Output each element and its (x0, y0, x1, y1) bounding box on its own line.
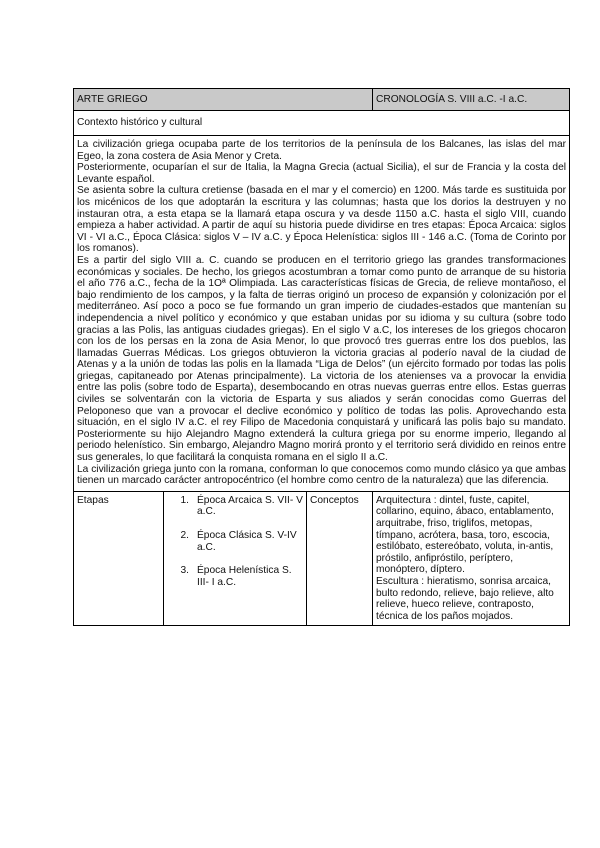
header-chronology: CRONOLOGÍA S. VIII a.C. -I a.C. (373, 89, 570, 111)
list-text: Época Clásica S. V-IV a.C. (197, 530, 297, 553)
etapas-list-cell (164, 491, 307, 626)
etapas-label: Etapas (74, 491, 164, 626)
arquitectura-terms: Arquitectura : dintel, fuste, capitel, collarino, equino, ábaco, entablamento, arquitrabe, friso, triglifos, metopas, tímpano, acrótera, basa, toro, escocia, estilóbato, estereóbato, voluta, in-antis, próstilo, anfipróstilo, períptero, monóptero, díptero. (376, 494, 554, 576)
escultura-terms: Escultura : hieratismo, sonrisa arcaica, bulto redondo, relieve, bajo relieve, alto relieve, hueco relieve, contraposto, técnica de los paños mojados. (376, 575, 554, 622)
list-item (167, 530, 303, 553)
conceptos-label: Conceptos (307, 491, 373, 626)
list-item (167, 495, 303, 518)
list-number: 3. (180, 565, 189, 577)
context-row (74, 111, 570, 136)
conceptos-cell (373, 491, 570, 626)
list-text: Época Arcaica S. VII- V a.C. (197, 494, 303, 518)
etapas-list (167, 495, 303, 589)
history-text (74, 136, 570, 492)
list-item (167, 565, 303, 588)
paragraph: La civilización griega junto con la romana, conforman lo que conocemos como mundo clásico ya que ambas tienen un marcado carácter antropocéntrico (el hombre como centro de la naturaleza) que las diferencia. (77, 463, 566, 487)
details-row (74, 491, 570, 626)
header-row (74, 89, 570, 111)
paragraph: Posteriormente, ocuparían el sur de Italia, la Magna Grecia (actual Sicilia), el sur de Francia y la costa del Levante español. (77, 162, 566, 185)
header-title: ARTE GRIEGO (74, 89, 373, 111)
paragraph: Es a partir del siglo VIII a. C. cuando se producen en el territorio griego las grandes transformaciones económicas y sociales. De hecho, los griegos acostumbran a tomar como punto de arranque de su historia el año 776 a.C., fecha de la 1Oª Olimpiada. Las características físicas de Grecia, de relieve montañoso, el bajo rendimiento de los campos, y la falta de tierras originó un proceso de expansión y colonización por el mediterráneo. Así poco a poco se fue formando un gran imperio de ciudades-estados que mantenían su independencia a nivel político y económico y que estaban unidas por su idioma y su cultura (sobre todo gracias a las Polis, las antiguas ciudades griegas). En el siglo V a.C, los intereses de los griegos chocaron con los de los persas en la zona de Asia Menor, lo que provocó tres guerras entre los dos pueblos, las llamadas Guerras Médicas. Los griegos obtuvieron la victoria gracias al poderío naval de la ciudad de Atenas y a la unión de todas las polis en la llamada “Liga de Delos” (un ejército formado por todas las polis griegas, capitaneado por Atenas principalmente). La victoria de los atenienses va a provocar la envidia entre las polis (sobre todo de Esparta), desembocando en otras nuevas guerras entre ellos. Estas guerras civiles se solventarán con la victoria de Esparta y sus aliados y serán conocidas como Guerras del Peloponeso que van a provocar el declive económico y político de todas las polis. Aprovechando esta situación, en el siglo IV a.C. el rey Filipo de Macedonia conquistará y unificará las polis bajo su mandato. Posteriormente su hijo Alejandro Magno extenderá la cultura griega por su enorme imperio, llegando al periodo helenístico. Sin embargo, Alejandro Magno morirá pronto y el territorio será dividido en reinos entre sus generales, lo que facilitará la conquista romana en el siglo II a.C. (77, 254, 566, 464)
context-label: Contexto histórico y cultural (74, 111, 570, 136)
art-history-table (73, 88, 570, 626)
list-number: 1. (180, 494, 189, 506)
document-page (73, 88, 569, 626)
paragraph: Se asienta sobre la cultura cretiense (basada en el mar y el comercio) en 1200. Más tarde es sustituida por los micénicos de los que adoptarán la escritura y las columnas; hasta que los dorios la destruyen y no instauran otra, a esta etapa se la llamará etapa oscura y va desde 1150 a.C. hasta el siglo VIII, cuando empieza a haber actividad. A partir de aquí su historia puede dividirse en tres etapas: Época Arcaica: siglos VI - VI a.C., Época Clásica: siglos V – IV a.C. y Época Helenística: siglos III - 146 a.C. (Toma de Corinto por los romanos). (77, 185, 566, 255)
paragraph: La civilización griega ocupaba parte de los territorios de la península de los Balcanes, las islas del mar Egeo, la zona costera de Asia Menor y Creta. (77, 139, 566, 162)
list-number: 2. (180, 530, 189, 541)
body-row (74, 136, 570, 492)
list-text: Época Helenística S. III- I a.C. (197, 565, 292, 588)
